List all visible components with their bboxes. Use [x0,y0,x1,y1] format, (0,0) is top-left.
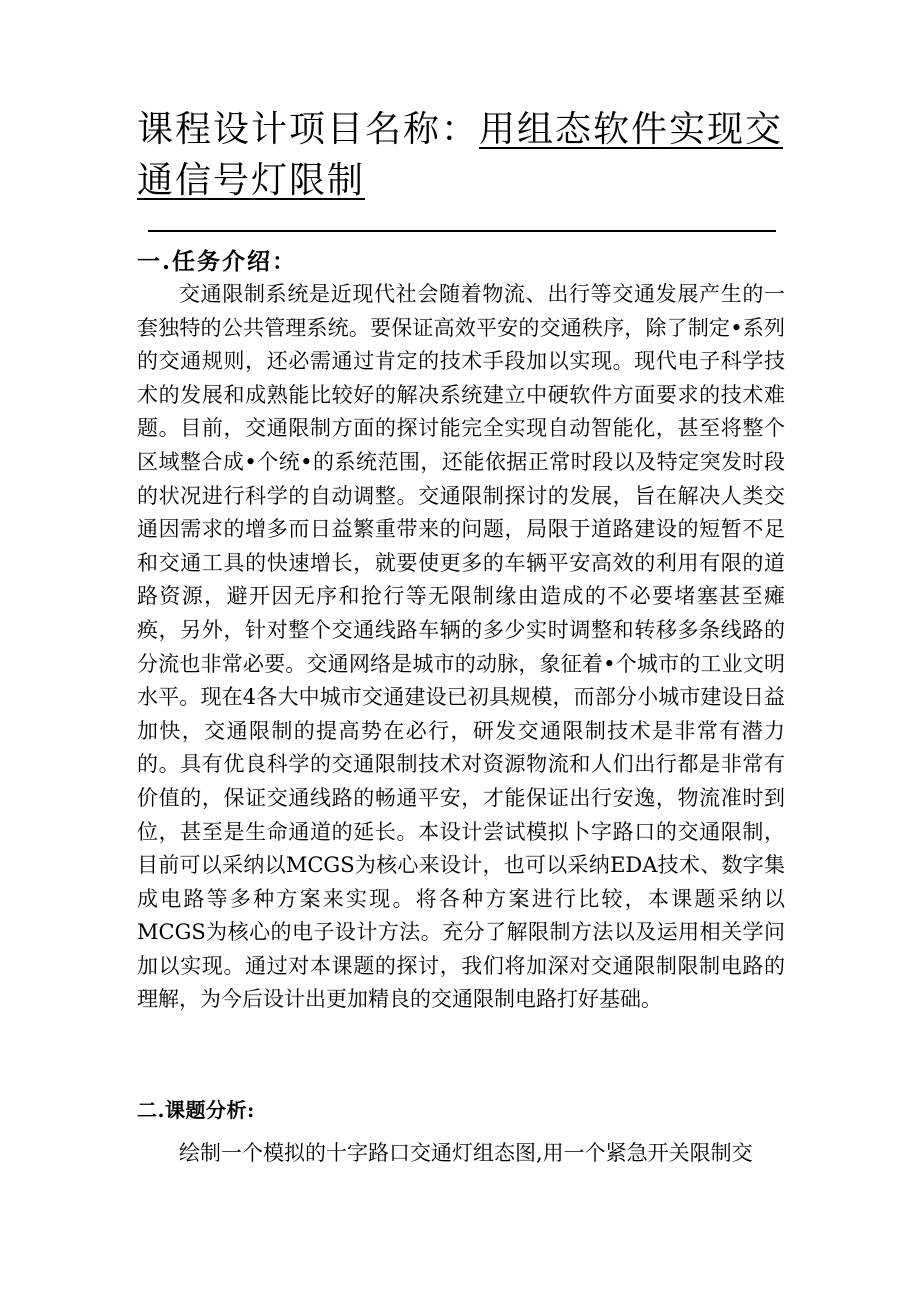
section-heading-task-intro: 一.任务介绍： [137,248,298,275]
document-title [137,104,797,206]
title-rule-line [148,230,776,232]
title-prefix: 课程设计项目名称： [137,109,480,150]
section-body-task-intro: 交通限制系统是近现代社会随着物流、出行等交通发展产生的一套独特的公共管理系统。要保证高效平安的交通秩序，除了制定•系列的交通规则，还必需通过肯定的技术手段加以实现。现代电子科学技术的发展和成熟能比较好的解决系统建立中硬软件方面要求的技术难题。目前，交通限制方面的探讨能完全实现自动智能化，甚至将整个区域整合成•个统•的系统范围，还能依据正常时段以及特定突发时段的状况进行科学的自动调整。交通限制探讨的发展，旨在解决人类交通因需求的增多而日益繁重带来的问题，局限于道路建设的短暂不足和交通工具的快速增长，就要使更多的车辆平安高效的利用有限的道路资源，避开因无序和抢行等无限制缘由造成的不必要堵塞甚至瘫痪，另外，针对整个交通线路车辆的多少实时调整和转移多条线路的分流也非常必要。交通网络是城市的动脉，象征着•个城市的工业文明水平。现在4各大中城市交通建设已初具规模，而部分小城市建设日益加快，交通限制的提高势在必行，研发交通限制技术是非常有潜力的。具有优良科学的交通限制技术对资源物流和人们出行都是非常有价值的，保证交通线路的畅通平安，才能保证出行安逸，物流准时到位，甚至是生命通道的延长。本设计尝试模拟卜字路口的交通限制，目前可以采纳以MCGS为核心来设计，也可以采纳EDA技术、数字集成电路等多种方案来实现。将各种方案进行比较，本课题采纳以MCGS为核心的电子设计方法。充分了解限制方法以及运用相关学问加以实现。通过对本课题的探讨，我们将加深对交通限制限制电路的理解，为今后设计出更加精良的交通限制电路打好基础。 [137,282,785,1012]
section-body-topic-analysis: 绘制一个模拟的十字路口交通灯组态图,用一个紧急开关限制交 [179,1141,753,1165]
section-heading-topic-analysis: 二.课题分析: [137,1098,255,1122]
title-project-name: 用组态软件实现交通信号灯限制 [137,109,784,201]
